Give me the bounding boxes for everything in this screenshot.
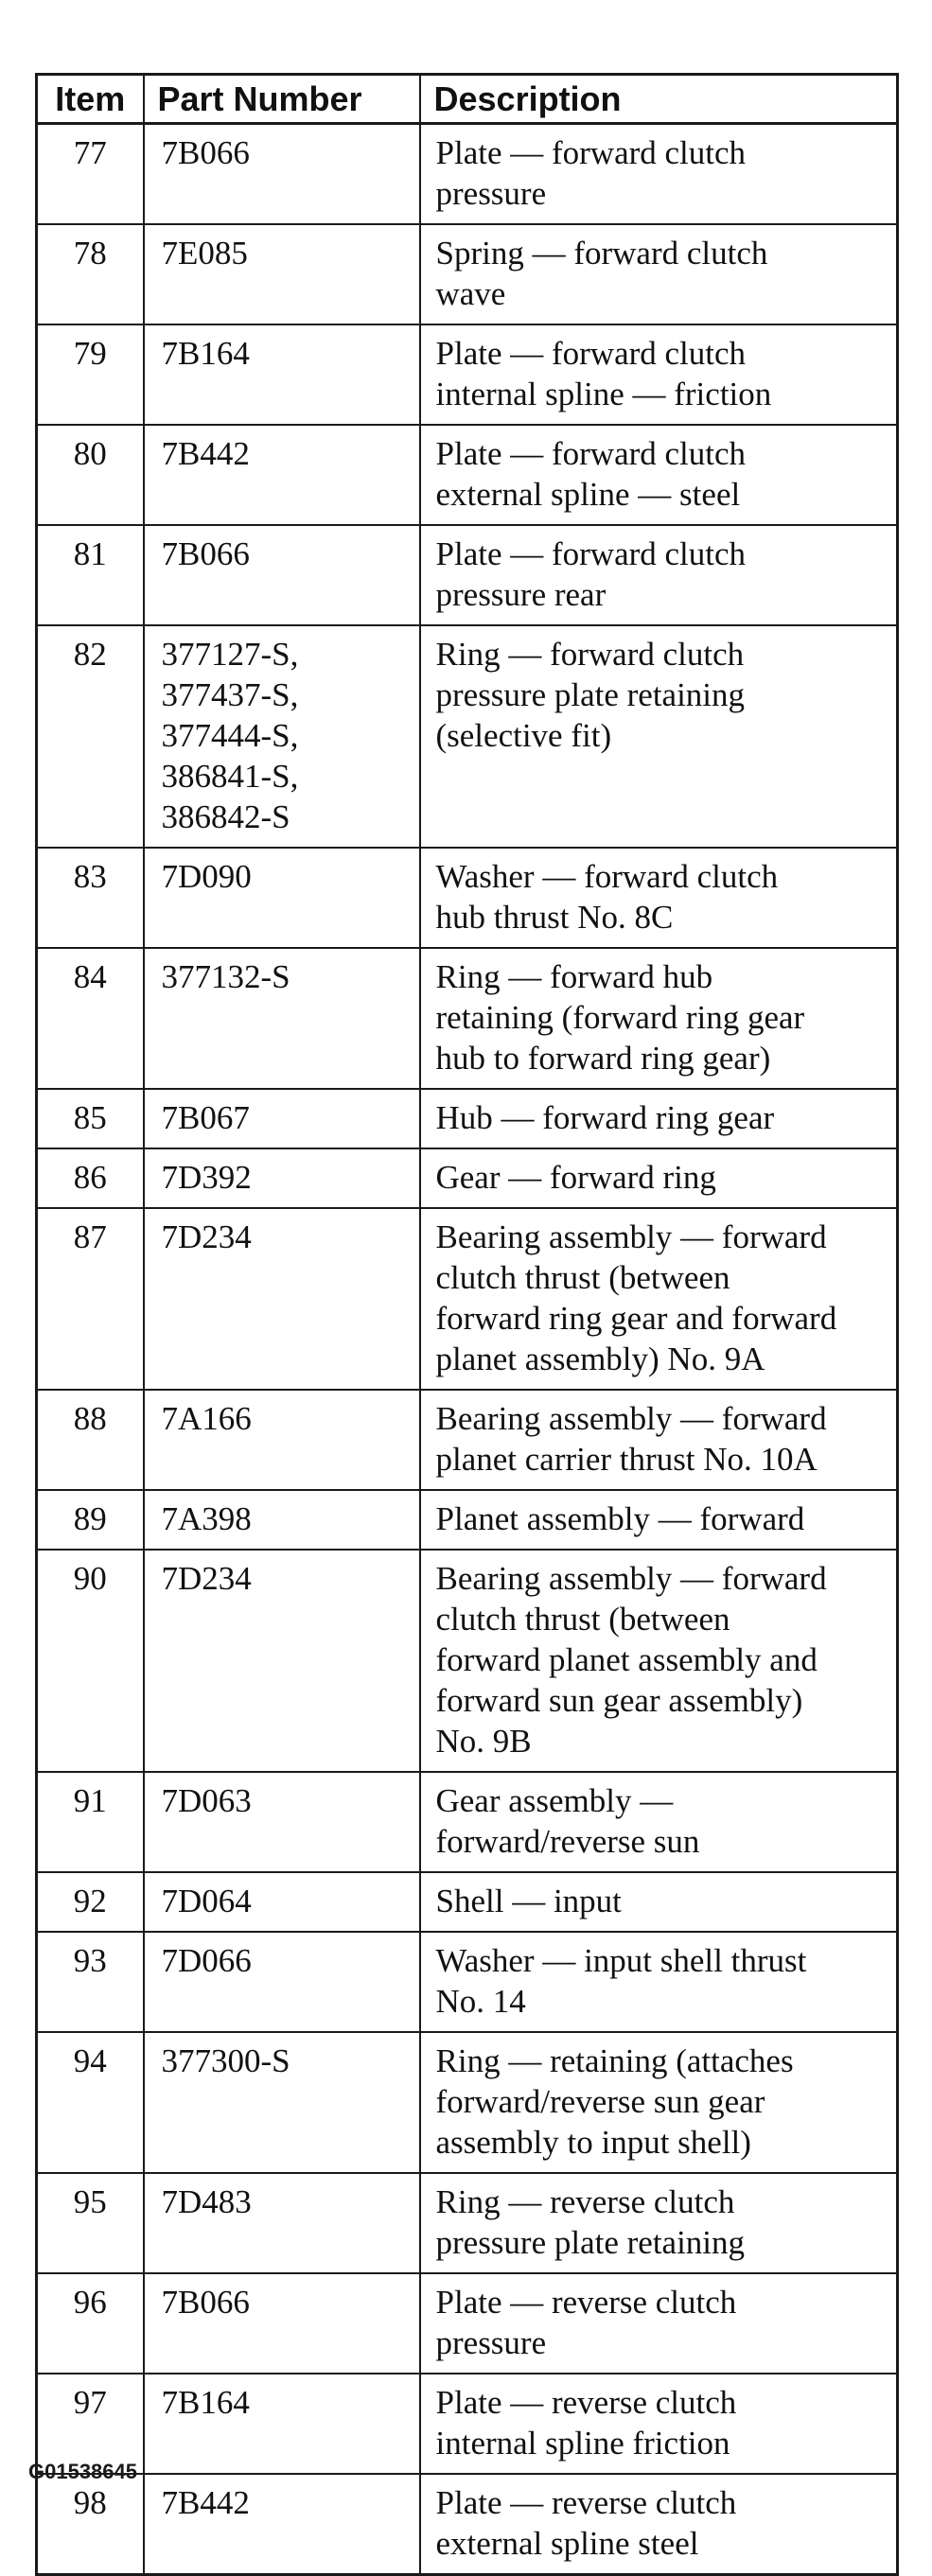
- header-part-number: Part Number: [144, 75, 420, 124]
- item-cell: 86: [37, 1148, 144, 1208]
- description-cell: Plate — forward clutch pressure rear: [420, 525, 898, 625]
- item-cell: 97: [37, 2374, 144, 2474]
- description-cell: Plate — reverse clutch internal spline friction: [420, 2374, 898, 2474]
- part-number-cell: 377132-S: [144, 948, 420, 1089]
- part-number-cell: 7B442: [144, 2474, 420, 2575]
- item-cell: 84: [37, 948, 144, 1089]
- table-row: [37, 948, 898, 1089]
- table-row: [37, 525, 898, 625]
- description-cell: Hub — forward ring gear: [420, 1089, 898, 1148]
- table-row: [37, 1490, 898, 1550]
- part-number-cell: 7D392: [144, 1148, 420, 1208]
- item-cell: 85: [37, 1089, 144, 1148]
- table-row: [37, 2474, 898, 2575]
- item-cell: 91: [37, 1772, 144, 1872]
- description-cell: Ring — reverse clutch pressure plate retaining: [420, 2173, 898, 2273]
- table-row: [37, 2173, 898, 2273]
- description-cell: Spring — forward clutch wave: [420, 224, 898, 324]
- description-cell: Plate — reverse clutch pressure: [420, 2273, 898, 2374]
- part-number-cell: 377127-S, 377437-S, 377444-S, 386841-S, 386842-S: [144, 625, 420, 848]
- part-number-cell: 7B066: [144, 525, 420, 625]
- part-number-cell: 7B164: [144, 2374, 420, 2474]
- table-row: [37, 425, 898, 525]
- part-number-cell: 7E085: [144, 224, 420, 324]
- parts-table: [35, 73, 899, 2576]
- description-cell: Shell — input: [420, 1872, 898, 1932]
- description-cell: Planet assembly — forward: [420, 1490, 898, 1550]
- part-number-cell: 7D234: [144, 1208, 420, 1390]
- part-number-cell: 7B164: [144, 324, 420, 425]
- part-number-cell: 377300-S: [144, 2032, 420, 2173]
- item-cell: 80: [37, 425, 144, 525]
- table-row: [37, 1148, 898, 1208]
- table-row: [37, 324, 898, 425]
- description-cell: Ring — forward hub retaining (forward ring gear hub to forward ring gear): [420, 948, 898, 1089]
- description-cell: Bearing assembly — forward clutch thrust (between forward ring gear and forward planet assembly) No. 9A: [420, 1208, 898, 1390]
- item-cell: 87: [37, 1208, 144, 1390]
- part-number-cell: 7D090: [144, 848, 420, 948]
- description-cell: Bearing assembly — forward planet carrier thrust No. 10A: [420, 1390, 898, 1490]
- part-number-cell: 7B067: [144, 1089, 420, 1148]
- part-number-cell: 7B066: [144, 124, 420, 225]
- table-row: [37, 1772, 898, 1872]
- item-cell: 79: [37, 324, 144, 425]
- description-cell: Plate — reverse clutch external spline steel: [420, 2474, 898, 2575]
- part-number-cell: 7D063: [144, 1772, 420, 1872]
- description-cell: Plate — forward clutch external spline — steel: [420, 425, 898, 525]
- part-number-cell: 7B442: [144, 425, 420, 525]
- item-cell: 92: [37, 1872, 144, 1932]
- description-cell: Plate — forward clutch internal spline — friction: [420, 324, 898, 425]
- header-item: Item: [37, 75, 144, 124]
- table-row: [37, 2273, 898, 2374]
- header-description: Description: [420, 75, 898, 124]
- part-number-cell: 7A166: [144, 1390, 420, 1490]
- figure-id: G01538645: [28, 2460, 137, 2483]
- item-cell: 83: [37, 848, 144, 948]
- part-number-cell: 7D064: [144, 1872, 420, 1932]
- item-cell: 90: [37, 1550, 144, 1772]
- item-cell: 89: [37, 1490, 144, 1550]
- item-cell: 82: [37, 625, 144, 848]
- description-cell: Gear — forward ring: [420, 1148, 898, 1208]
- table-row: [37, 1390, 898, 1490]
- table-row: [37, 1089, 898, 1148]
- description-cell: Plate — forward clutch pressure: [420, 124, 898, 225]
- part-number-cell: 7D483: [144, 2173, 420, 2273]
- description-cell: Ring — forward clutch pressure plate retaining (selective fit): [420, 625, 898, 848]
- table-header: [37, 75, 898, 124]
- table-row: [37, 848, 898, 948]
- table-row: [37, 625, 898, 848]
- table-row: [37, 224, 898, 324]
- item-cell: 94: [37, 2032, 144, 2173]
- description-cell: Gear assembly — forward/reverse sun: [420, 1772, 898, 1872]
- item-cell: 81: [37, 525, 144, 625]
- table-body: [37, 124, 898, 2575]
- table-row: [37, 124, 898, 225]
- table-row: [37, 2374, 898, 2474]
- item-cell: 78: [37, 224, 144, 324]
- part-number-cell: 7A398: [144, 1490, 420, 1550]
- table-row: [37, 1208, 898, 1390]
- description-cell: Washer — forward clutch hub thrust No. 8C: [420, 848, 898, 948]
- part-number-cell: 7D066: [144, 1932, 420, 2032]
- table-row: [37, 1550, 898, 1772]
- part-number-cell: 7B066: [144, 2273, 420, 2374]
- description-cell: Ring — retaining (attaches forward/reverse sun gear assembly to input shell): [420, 2032, 898, 2173]
- table-row: [37, 1932, 898, 2032]
- description-cell: Washer — input shell thrust No. 14: [420, 1932, 898, 2032]
- item-cell: 95: [37, 2173, 144, 2273]
- item-cell: 98: [37, 2474, 144, 2575]
- part-number-cell: 7D234: [144, 1550, 420, 1772]
- header-row: [37, 75, 898, 124]
- description-cell: Bearing assembly — forward clutch thrust (between forward planet assembly and forward sun gear assembly) No. 9B: [420, 1550, 898, 1772]
- table-row: [37, 1872, 898, 1932]
- item-cell: 88: [37, 1390, 144, 1490]
- item-cell: 77: [37, 124, 144, 225]
- table-row: [37, 2032, 898, 2173]
- item-cell: 96: [37, 2273, 144, 2374]
- item-cell: 93: [37, 1932, 144, 2032]
